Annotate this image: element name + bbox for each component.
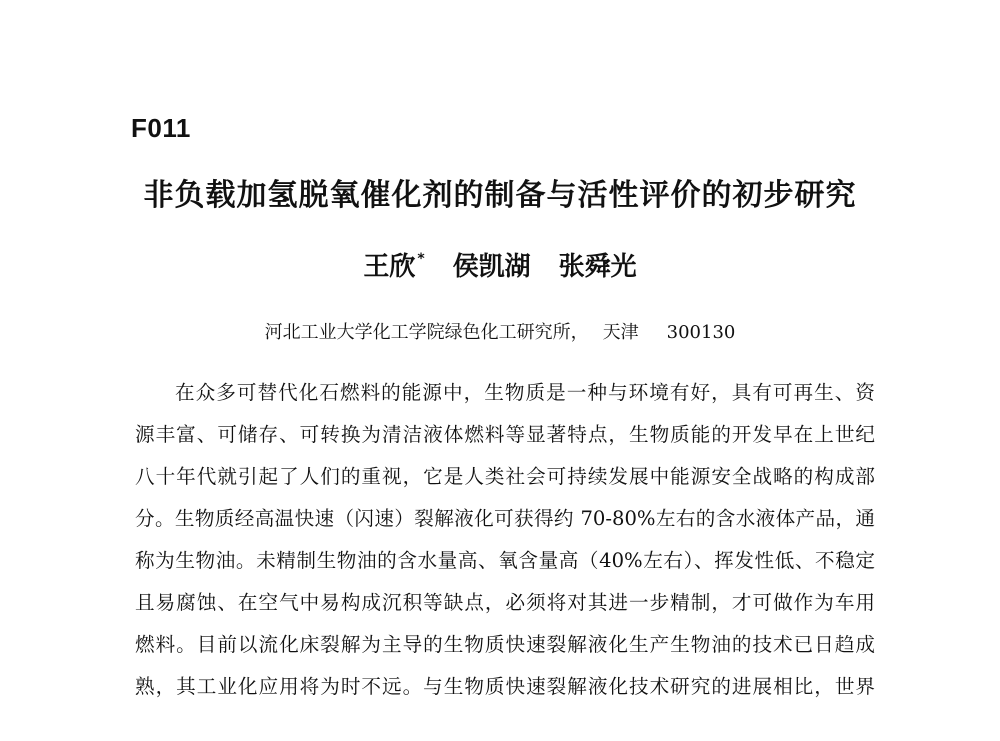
author-name: 张舜光 xyxy=(558,252,637,282)
body-paragraph xyxy=(135,372,875,708)
author-list xyxy=(0,246,1000,283)
body-line: 且易腐蚀、在空气中易构成沉积等缺点，必须将对其进一步精制，才可做作为车用 xyxy=(135,591,875,614)
author-name: 王欣 * xyxy=(363,251,425,282)
body-line: 源丰富、可储存、可转换为清洁液体燃料等显著特点，生物质能的开发早在上世纪 xyxy=(135,423,875,446)
affiliation xyxy=(0,318,1000,344)
body-line: 熟，其工业化应用将为时不远。与生物质快速裂解液化技术研究的进展相比，世界 xyxy=(135,675,875,698)
affiliation-city: 天津 xyxy=(602,322,639,343)
author-name: 侯凯湖 xyxy=(452,252,531,282)
affiliation-institution: 河北工业大学化工学院绿色化工研究所， xyxy=(264,322,589,343)
paper-title: 非负载加氢脱氧催化剂的制备与活性评价的初步研究 xyxy=(143,178,857,213)
corresponding-author-mark: * xyxy=(417,251,425,267)
body-line: 在众多可替代化石燃料的能源中，生物质是一种与环境有好，具有可再生、资 xyxy=(175,381,875,404)
body-line: 燃料。目前以流化床裂解为主导的生物质快速裂解液化生产生物油的技术已日趋成 xyxy=(135,633,875,656)
body-line: 称为生物油。未精制生物油的含水量高、氧含量高（40%左右）、挥发性低、不稳定 xyxy=(135,549,875,572)
affiliation-postcode: 300130 xyxy=(666,322,736,343)
body-line: 八十年代就引起了人们的重视，它是人类社会可持续发展中能源安全战略的构成部 xyxy=(135,465,875,488)
paper-code: F011 xyxy=(131,113,191,143)
body-line: 分。生物质经高温快速（闪速）裂解液化可获得约 70-80%左右的含水液体产品，通 xyxy=(135,507,875,530)
